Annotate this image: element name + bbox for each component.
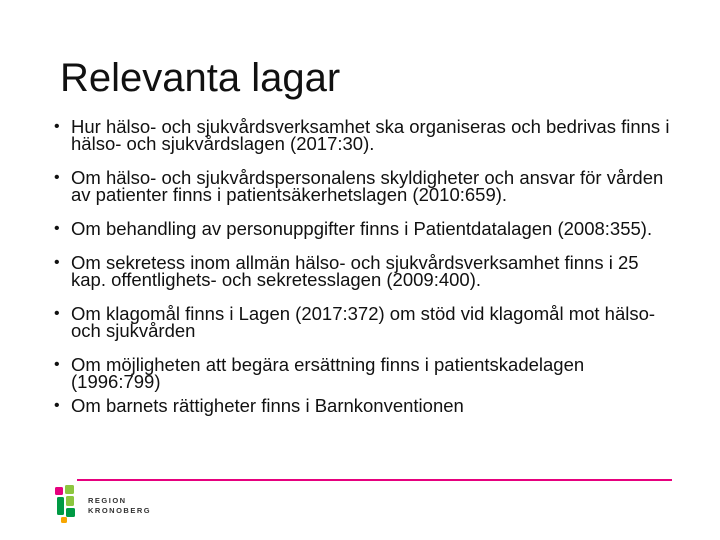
bullet-dot-icon: • — [54, 305, 60, 322]
logo-line-kronoberg: KRONOBERG — [88, 506, 152, 515]
bullet-item: • Om behandling av personuppgifter finns i Patientdatalagen (2008:355). — [54, 218, 653, 239]
bullet-dot-icon: • — [54, 356, 60, 373]
bullet-dot-icon: • — [54, 169, 60, 186]
logo-wordmark — [88, 496, 151, 516]
logo-line-region: REGION — [88, 496, 127, 505]
bullet-dot-icon: • — [54, 118, 60, 135]
bullet-dot-icon: • — [54, 397, 60, 414]
bullet-item: • Om barnets rättigheter finns i Barnkonventionen — [54, 395, 464, 416]
footer-divider — [77, 479, 672, 481]
bullet-item: • Om möjligheten att begära ersättning finns i patientskadelagen (1996:799) — [54, 354, 585, 392]
bullet-dot-icon: • — [54, 220, 60, 237]
bullet-item: • Om hälso- och sjukvårdspersonalens skyldigheter och ansvar för vården av patienter finns i patientsäkerhetslagen (2010:659). — [54, 167, 664, 205]
bullet-item: • Om klagomål finns i Lagen (2017:372) om stöd vid klagomål mot hälso- och sjukvården — [54, 303, 656, 341]
bullet-item: • Om sekretess inom allmän hälso- och sjukvårdsverksamhet finns i 25 kap. offentlighets- och sekretesslagen (2009:400). — [54, 252, 639, 290]
slide-title: Relevanta lagar — [60, 56, 341, 100]
bullet-dot-icon: • — [54, 254, 60, 271]
bullet-list — [52, 118, 672, 414]
bullet-item: • Hur hälso- och sjukvårdsverksamhet ska organiseras och bedrivas finns i hälso- och sjukvårdslagen (2017:30). — [54, 116, 670, 154]
